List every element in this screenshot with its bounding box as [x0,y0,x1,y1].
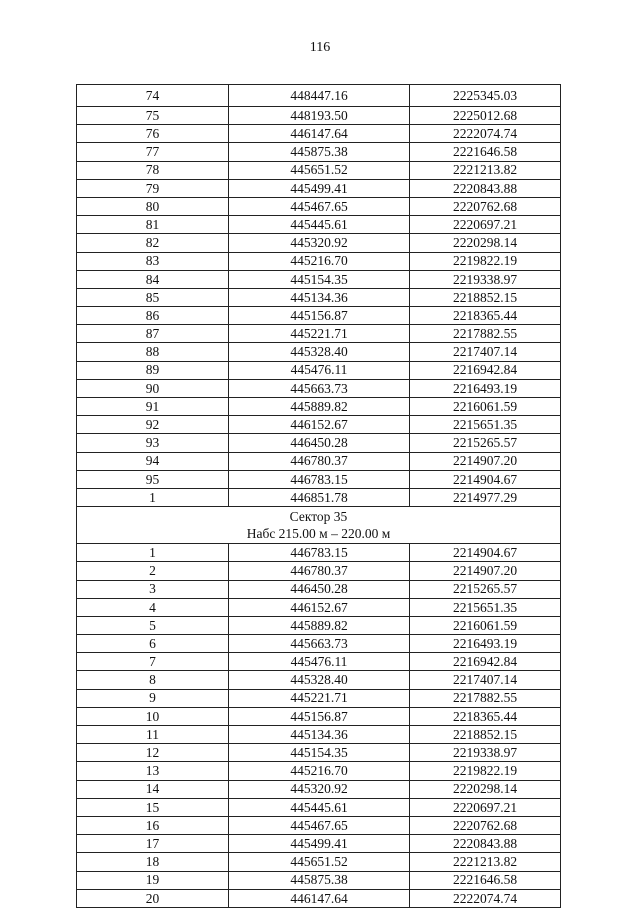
table-row [77,853,561,871]
sector-height-range: Набс 215.00 м – 220.00 м [246,526,391,542]
y-coordinate-cell: 2221213.82 [410,161,561,179]
y-coordinate-cell: 2219822.19 [410,762,561,780]
point-number-cell: 80 [77,197,229,215]
point-number-cell: 14 [77,780,229,798]
point-number-cell: 3 [77,580,229,598]
table-row [77,379,561,397]
point-number-cell: 76 [77,125,229,143]
table-row [77,726,561,744]
y-coordinate-cell: 2216061.59 [410,616,561,634]
table-row [77,234,561,252]
point-number-cell: 91 [77,398,229,416]
table-row [77,434,561,452]
y-coordinate-cell: 2220843.88 [410,179,561,197]
table-row [77,161,561,179]
table-row [77,252,561,270]
x-coordinate-cell: 446780.37 [229,562,410,580]
x-coordinate-cell: 445154.35 [229,744,410,762]
point-number-cell: 95 [77,470,229,488]
x-coordinate-cell: 445875.38 [229,871,410,889]
table-body-before [77,85,561,507]
point-number-cell: 2 [77,562,229,580]
x-coordinate-cell: 446851.78 [229,488,410,506]
y-coordinate-cell: 2221213.82 [410,853,561,871]
x-coordinate-cell: 445216.70 [229,762,410,780]
x-coordinate-cell: 445651.52 [229,161,410,179]
y-coordinate-cell: 2220298.14 [410,234,561,252]
y-coordinate-cell: 2220843.88 [410,835,561,853]
point-number-cell: 87 [77,325,229,343]
point-number-cell: 9 [77,689,229,707]
table-row [77,889,561,907]
x-coordinate-cell: 445221.71 [229,325,410,343]
table-row [77,580,561,598]
x-coordinate-cell: 446780.37 [229,452,410,470]
point-number-cell: 89 [77,361,229,379]
table-row [77,562,561,580]
table-row [77,816,561,834]
y-coordinate-cell: 2221646.58 [410,143,561,161]
point-number-cell: 1 [77,488,229,506]
point-number-cell: 1 [77,544,229,562]
table-row [77,616,561,634]
point-number-cell: 90 [77,379,229,397]
x-coordinate-cell: 445320.92 [229,780,410,798]
table-row [77,107,561,125]
x-coordinate-cell: 448447.16 [229,85,410,107]
table-row [77,307,561,325]
x-coordinate-cell: 445651.52 [229,853,410,871]
x-coordinate-cell: 448193.50 [229,107,410,125]
point-number-cell: 6 [77,635,229,653]
x-coordinate-cell: 445663.73 [229,379,410,397]
x-coordinate-cell: 446152.67 [229,416,410,434]
y-coordinate-cell: 2216942.84 [410,653,561,671]
point-number-cell: 11 [77,726,229,744]
table-row [77,689,561,707]
point-number-cell: 18 [77,853,229,871]
y-coordinate-cell: 2216061.59 [410,398,561,416]
point-number-cell: 83 [77,252,229,270]
table-row [77,744,561,762]
y-coordinate-cell: 2220762.68 [410,197,561,215]
x-coordinate-cell: 446450.28 [229,580,410,598]
table-row [77,125,561,143]
point-number-cell: 12 [77,744,229,762]
y-coordinate-cell: 2219338.97 [410,744,561,762]
point-number-cell: 74 [77,85,229,107]
x-coordinate-cell: 445467.65 [229,197,410,215]
y-coordinate-cell: 2217882.55 [410,325,561,343]
x-coordinate-cell: 445156.87 [229,307,410,325]
sector-header [77,507,561,544]
y-coordinate-cell: 2217882.55 [410,689,561,707]
point-number-cell: 93 [77,434,229,452]
x-coordinate-cell: 445663.73 [229,635,410,653]
table-row [77,85,561,107]
y-coordinate-cell: 2215651.35 [410,416,561,434]
y-coordinate-cell: 2216493.19 [410,635,561,653]
x-coordinate-cell: 445221.71 [229,689,410,707]
table-row [77,470,561,488]
point-number-cell: 5 [77,616,229,634]
point-number-cell: 16 [77,816,229,834]
x-coordinate-cell: 446783.15 [229,544,410,562]
table-row [77,288,561,306]
y-coordinate-cell: 2219338.97 [410,270,561,288]
x-coordinate-cell: 445328.40 [229,671,410,689]
table-row [77,216,561,234]
y-coordinate-cell: 2225345.03 [410,85,561,107]
table-row [77,143,561,161]
table-row [77,762,561,780]
table-row [77,671,561,689]
point-number-cell: 4 [77,598,229,616]
y-coordinate-cell: 2218365.44 [410,307,561,325]
y-coordinate-cell: 2214907.20 [410,562,561,580]
x-coordinate-cell: 445445.61 [229,216,410,234]
x-coordinate-cell: 445476.11 [229,653,410,671]
table-row [77,707,561,725]
y-coordinate-cell: 2218852.15 [410,726,561,744]
table-row [77,598,561,616]
x-coordinate-cell: 445499.41 [229,835,410,853]
table-row [77,544,561,562]
point-number-cell: 79 [77,179,229,197]
table-row [77,488,561,506]
coordinate-table [76,84,561,908]
point-number-cell: 13 [77,762,229,780]
y-coordinate-cell: 2215265.57 [410,434,561,452]
x-coordinate-cell: 446783.15 [229,470,410,488]
y-coordinate-cell: 2220697.21 [410,216,561,234]
point-number-cell: 81 [77,216,229,234]
table-row [77,343,561,361]
point-number-cell: 10 [77,707,229,725]
table-row [77,398,561,416]
point-number-cell: 85 [77,288,229,306]
y-coordinate-cell: 2218852.15 [410,288,561,306]
x-coordinate-cell: 445134.36 [229,288,410,306]
x-coordinate-cell: 446147.64 [229,125,410,143]
x-coordinate-cell: 445328.40 [229,343,410,361]
y-coordinate-cell: 2220697.21 [410,798,561,816]
point-number-cell: 92 [77,416,229,434]
table-row [77,325,561,343]
y-coordinate-cell: 2218365.44 [410,707,561,725]
table-row [77,871,561,889]
x-coordinate-cell: 445320.92 [229,234,410,252]
point-number-cell: 88 [77,343,229,361]
table-row [77,452,561,470]
y-coordinate-cell: 2214904.67 [410,470,561,488]
x-coordinate-cell: 445889.82 [229,616,410,634]
point-number-cell: 84 [77,270,229,288]
table-row [77,635,561,653]
point-number-cell: 17 [77,835,229,853]
table-row [77,270,561,288]
y-coordinate-cell: 2220298.14 [410,780,561,798]
sector-title: Сектор 35 [289,509,348,525]
table-row [77,197,561,215]
table-row [77,361,561,379]
x-coordinate-cell: 446147.64 [229,889,410,907]
point-number-cell: 15 [77,798,229,816]
point-number-cell: 82 [77,234,229,252]
x-coordinate-cell: 445445.61 [229,798,410,816]
y-coordinate-cell: 2217407.14 [410,671,561,689]
table-row [77,780,561,798]
x-coordinate-cell: 445499.41 [229,179,410,197]
x-coordinate-cell: 445134.36 [229,726,410,744]
point-number-cell: 75 [77,107,229,125]
table-row [77,653,561,671]
sector-row [77,507,561,544]
x-coordinate-cell: 445875.38 [229,143,410,161]
y-coordinate-cell: 2217407.14 [410,343,561,361]
table-row [77,179,561,197]
y-coordinate-cell: 2216493.19 [410,379,561,397]
x-coordinate-cell: 445216.70 [229,252,410,270]
y-coordinate-cell: 2216942.84 [410,361,561,379]
x-coordinate-cell: 445889.82 [229,398,410,416]
point-number-cell: 8 [77,671,229,689]
y-coordinate-cell: 2222074.74 [410,889,561,907]
y-coordinate-cell: 2225012.68 [410,107,561,125]
y-coordinate-cell: 2214977.29 [410,488,561,506]
y-coordinate-cell: 2215651.35 [410,598,561,616]
y-coordinate-cell: 2214907.20 [410,452,561,470]
y-coordinate-cell: 2222074.74 [410,125,561,143]
y-coordinate-cell: 2219822.19 [410,252,561,270]
sector-cell [77,507,561,544]
x-coordinate-cell: 445154.35 [229,270,410,288]
point-number-cell: 77 [77,143,229,161]
x-coordinate-cell: 445476.11 [229,361,410,379]
page-number: 116 [309,40,331,55]
y-coordinate-cell: 2214904.67 [410,544,561,562]
y-coordinate-cell: 2221646.58 [410,871,561,889]
x-coordinate-cell: 446450.28 [229,434,410,452]
y-coordinate-cell: 2220762.68 [410,816,561,834]
table-row [77,835,561,853]
x-coordinate-cell: 445156.87 [229,707,410,725]
x-coordinate-cell: 446152.67 [229,598,410,616]
table-row [77,416,561,434]
x-coordinate-cell: 445467.65 [229,816,410,834]
point-number-cell: 78 [77,161,229,179]
table-body-after [77,544,561,908]
point-number-cell: 7 [77,653,229,671]
point-number-cell: 20 [77,889,229,907]
table-row [77,798,561,816]
point-number-cell: 19 [77,871,229,889]
point-number-cell: 86 [77,307,229,325]
y-coordinate-cell: 2215265.57 [410,580,561,598]
point-number-cell: 94 [77,452,229,470]
